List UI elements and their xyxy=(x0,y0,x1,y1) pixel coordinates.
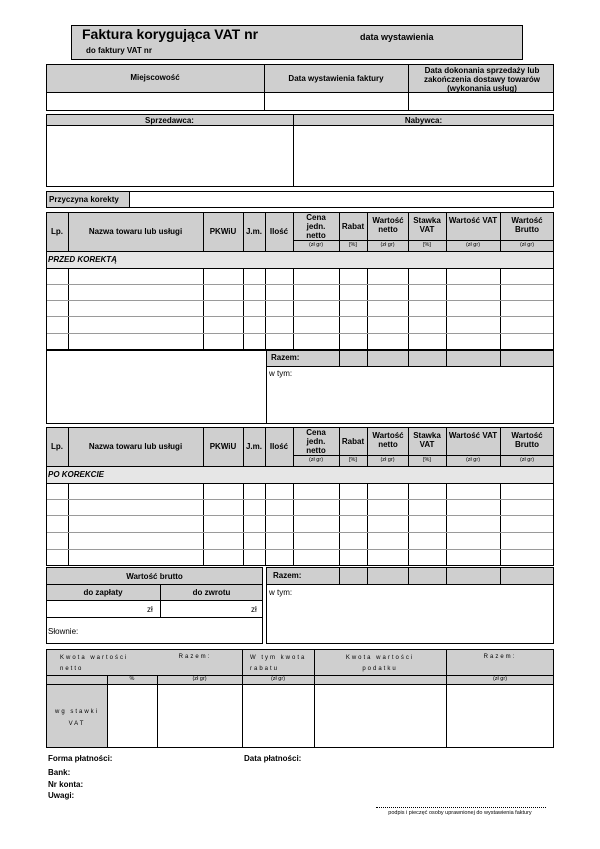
col2-unit: J.m. xyxy=(245,442,262,451)
col-unit: J.m. xyxy=(245,227,262,236)
col2-name: Nazwa towaru lub usługi xyxy=(88,442,183,451)
payment-date-label: Data płatności: xyxy=(244,754,302,763)
before-correction-label: PRZED KOREKTĄ xyxy=(48,255,117,264)
summary-net-unit: (zł gr) xyxy=(192,676,207,682)
to-pay-currency: zł xyxy=(147,605,153,614)
buyer-field[interactable] xyxy=(294,126,553,186)
incl-discount-label: W tym kwota rabatu xyxy=(250,655,307,672)
place-field[interactable] xyxy=(47,93,263,110)
col-pkwiu: PKWiU xyxy=(209,227,237,236)
after-total-label: Razem: xyxy=(273,571,302,580)
col2-vat-rate: Stawka VAT xyxy=(413,431,441,449)
signature-caption: podpis i pieczęć osoby uprawnionej do wystawienia faktury xyxy=(388,810,532,816)
account-label: Nr konta: xyxy=(48,780,84,789)
unit2-net: (zł gr) xyxy=(380,457,395,463)
invoice-date-label: Data wystawienia faktury xyxy=(288,74,384,83)
unit-price: (zł gr) xyxy=(308,242,324,248)
to-pay-label: do zapłaty xyxy=(83,588,123,597)
before-total-label: Razem: xyxy=(271,353,300,362)
payment-form-label: Forma płatności: xyxy=(48,754,113,763)
unit2-gross: (zł gr) xyxy=(519,457,535,463)
tax-amount-label: Kwota wartości podatku xyxy=(345,655,415,672)
before-including-label: w tym: xyxy=(269,369,293,378)
col-gross-value: Wartość Brutto xyxy=(511,216,543,234)
to-refund-label: do zwrotu xyxy=(192,588,231,597)
seller-label: Sprzedawca: xyxy=(145,116,194,125)
unit-net: (zł gr) xyxy=(380,242,395,248)
invoice-ref-label: do faktury VAT nr xyxy=(86,46,152,55)
reason-label: Przyczyna korekty xyxy=(49,195,119,204)
by-rate-label: wg stawki VAT xyxy=(54,709,99,727)
seller-field[interactable] xyxy=(47,126,292,186)
invoice-title: Faktura korygująca VAT nr xyxy=(82,26,259,42)
to-refund-field[interactable] xyxy=(161,601,262,616)
col-lp: Lp. xyxy=(51,227,63,236)
invoice-date-field[interactable] xyxy=(265,93,407,110)
col2-gross-value: Wartość Brutto xyxy=(511,431,543,449)
sale-date-field[interactable] xyxy=(409,93,553,110)
col2-qty: Ilość xyxy=(269,442,289,451)
unit-discount: [%] xyxy=(349,242,357,248)
to-pay-field[interactable] xyxy=(47,601,159,616)
gross-value-title: Wartość brutto xyxy=(126,572,183,581)
col-name: Nazwa towaru lub usługi xyxy=(88,227,183,236)
place-label: Miejscowość xyxy=(130,73,180,82)
summary-total-label: Razem: xyxy=(178,654,212,660)
col2-net-value: Wartość netto xyxy=(372,431,404,449)
notes-label: Uwagi: xyxy=(48,791,75,800)
col-qty: Ilość xyxy=(269,227,289,236)
col2-discount: Rabat xyxy=(341,437,365,446)
col-vat-value: Wartość VAT xyxy=(448,216,498,225)
signature-line xyxy=(376,807,546,808)
col2-vat-value: Wartość VAT xyxy=(448,431,498,440)
in-words-label: Słownie: xyxy=(48,627,79,636)
summary-pct-unit: % xyxy=(129,676,135,682)
after-including-label: w tym: xyxy=(269,588,293,597)
col-vat-rate: Stawka VAT xyxy=(413,216,441,234)
col2-lp: Lp. xyxy=(51,442,63,451)
unit2-vat: (zł gr) xyxy=(465,457,481,463)
buyer-label: Nabywca: xyxy=(404,116,443,125)
sale-date-label: Data dokonania sprzedaży lub zakończenia dostawy towarów (wykonania usług) xyxy=(423,66,541,93)
to-refund-currency: zł xyxy=(251,605,257,614)
bank-label: Bank: xyxy=(48,768,71,777)
unit2-price: (zł gr) xyxy=(308,457,324,463)
summary-gross-unit: (zł gr) xyxy=(492,676,508,682)
col2-pkwiu: PKWiU xyxy=(209,442,237,451)
unit2-rate: [%] xyxy=(423,457,431,463)
unit-vat: (zł gr) xyxy=(465,242,481,248)
unit2-discount: [%] xyxy=(349,457,357,463)
summary-total2-label: Razem: xyxy=(483,654,517,660)
col-price: Cena jedn. netto xyxy=(306,213,326,240)
col-discount: Rabat xyxy=(341,222,365,231)
col-net-value: Wartość netto xyxy=(372,216,404,234)
reason-field[interactable] xyxy=(130,192,553,207)
issue-date-label: data wystawienia xyxy=(360,32,434,42)
net-amount-label: Kwota wartości netto xyxy=(60,655,129,672)
col2-price: Cena jedn. netto xyxy=(306,428,326,455)
unit-rate: [%] xyxy=(423,242,431,248)
unit-gross: (zł gr) xyxy=(519,242,535,248)
summary-discount-unit: (zł gr) xyxy=(270,676,286,682)
after-correction-label: PO KOREKCIE xyxy=(48,470,105,479)
